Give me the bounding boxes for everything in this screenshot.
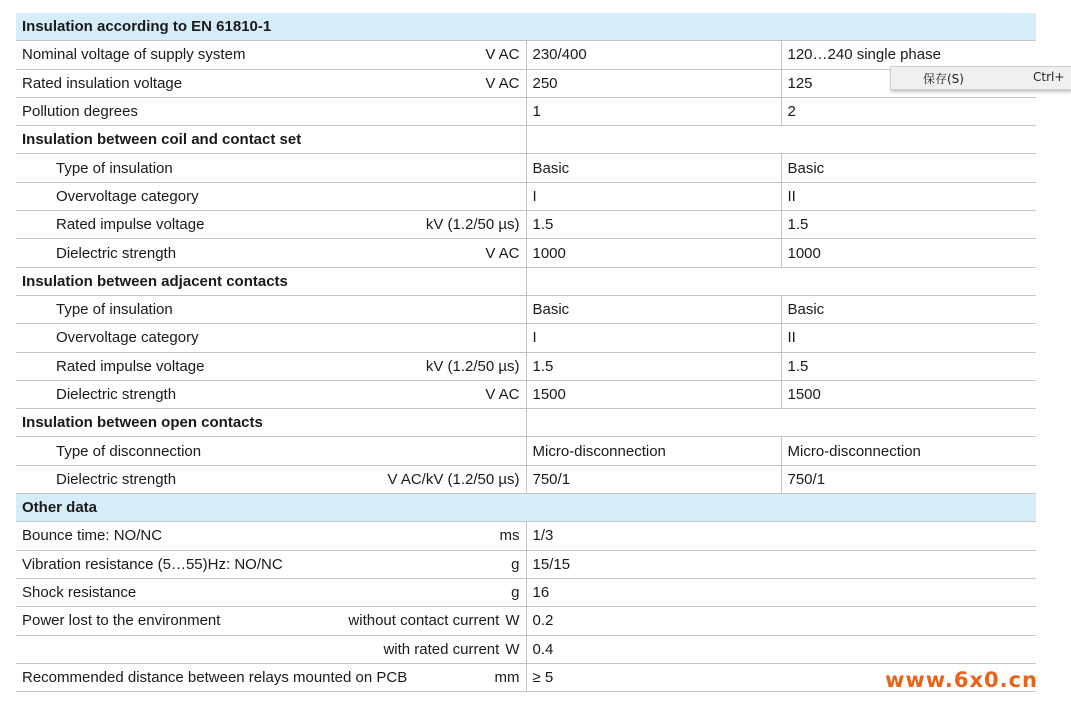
row-label-cell bbox=[16, 97, 526, 125]
value-cell-col1: 0.2 bbox=[526, 607, 1036, 635]
row-label: Rated impulse voltage bbox=[56, 216, 205, 234]
row-unit-group bbox=[500, 522, 520, 549]
row-sublabel: with rated current bbox=[383, 640, 500, 658]
row-label-cell bbox=[16, 550, 526, 578]
row-unit-group bbox=[495, 664, 520, 691]
row-unit-group bbox=[348, 607, 519, 634]
spec-row bbox=[16, 69, 1036, 97]
row-unit: kV (1.2/50 µs) bbox=[425, 357, 520, 375]
subsection-row bbox=[16, 126, 1036, 154]
context-menu[interactable] bbox=[890, 66, 1071, 90]
row-unit-group bbox=[383, 636, 519, 663]
row-unit: V AC bbox=[485, 46, 520, 64]
spec-row bbox=[16, 295, 1036, 323]
spec-row bbox=[16, 607, 1036, 635]
row-unit-group bbox=[511, 551, 519, 578]
value-cell-col1: 1 bbox=[526, 97, 781, 125]
row-label: Type of insulation bbox=[56, 301, 173, 319]
row-label: Overvoltage category bbox=[56, 329, 199, 347]
spec-row bbox=[16, 97, 1036, 125]
section-heading: Insulation according to EN 61810-1 bbox=[16, 13, 1036, 41]
row-label: Pollution degrees bbox=[22, 103, 138, 121]
row-label: Type of insulation bbox=[56, 159, 173, 177]
spec-row bbox=[16, 324, 1036, 352]
row-label: Rated impulse voltage bbox=[56, 357, 205, 375]
empty-cell bbox=[526, 409, 1036, 437]
empty-cell bbox=[526, 267, 1036, 295]
subsection-row bbox=[16, 409, 1036, 437]
row-label: Overvoltage category bbox=[56, 187, 199, 205]
row-label: Type of disconnection bbox=[56, 442, 202, 460]
value-cell-col2: 1500 bbox=[781, 380, 1036, 408]
subsection-heading: Insulation between open contacts bbox=[16, 409, 526, 437]
spec-row bbox=[16, 522, 1036, 550]
value-cell-col1: 1000 bbox=[526, 239, 781, 267]
row-label: Dielectric strength bbox=[56, 470, 177, 488]
value-cell-col1: 1.5 bbox=[526, 211, 781, 239]
value-cell-col1: ≥ 5 bbox=[526, 663, 1036, 691]
value-cell-col1: 0.4 bbox=[526, 635, 1036, 663]
row-label-cell bbox=[16, 522, 526, 550]
row-label-cell bbox=[16, 578, 526, 606]
spec-row bbox=[16, 635, 1036, 663]
spec-row bbox=[16, 182, 1036, 210]
value-cell-col2: 1.5 bbox=[781, 211, 1036, 239]
row-label-cell bbox=[16, 295, 526, 323]
row-label: Vibration resistance (5…55)Hz: NO/NC bbox=[22, 555, 283, 573]
spec-row bbox=[16, 41, 1036, 69]
value-cell-col1: 1.5 bbox=[526, 352, 781, 380]
empty-cell bbox=[526, 126, 1036, 154]
row-unit: V AC bbox=[485, 386, 520, 403]
row-unit-group bbox=[485, 381, 519, 408]
row-unit: W bbox=[505, 612, 520, 630]
row-label: Power lost to the environment bbox=[22, 612, 221, 630]
row-unit: kV (1.2/50 µs) bbox=[425, 216, 520, 234]
row-sublabel: without contact current bbox=[348, 612, 500, 630]
row-label: Dielectric strength bbox=[56, 244, 177, 262]
spec-row bbox=[16, 437, 1036, 465]
value-cell-col2: 2 bbox=[781, 97, 1036, 125]
subsection-heading: Insulation between coil and contact set bbox=[16, 126, 526, 154]
spec-row bbox=[16, 352, 1036, 380]
value-cell-col1: I bbox=[526, 324, 781, 352]
row-unit-group bbox=[485, 41, 519, 68]
row-unit: ms bbox=[499, 527, 520, 545]
row-unit: W bbox=[505, 640, 520, 658]
spec-row bbox=[16, 154, 1036, 182]
value-cell-col1: Basic bbox=[526, 154, 781, 182]
row-unit-group bbox=[511, 579, 519, 606]
row-unit: V AC bbox=[485, 244, 520, 262]
row-label-cell bbox=[16, 380, 526, 408]
row-label: Shock resistance bbox=[22, 584, 137, 602]
row-label: Nominal voltage of supply system bbox=[22, 46, 246, 64]
spec-row bbox=[16, 550, 1036, 578]
value-cell-col2: 1000 bbox=[781, 239, 1036, 267]
value-cell-col1: 1/3 bbox=[526, 522, 1036, 550]
row-unit: g bbox=[511, 584, 520, 602]
value-cell-col2: 750/1 bbox=[781, 465, 1036, 493]
row-label-cell bbox=[16, 154, 526, 182]
value-cell-col2: 125 bbox=[781, 69, 1036, 97]
row-label: Dielectric strength bbox=[56, 386, 177, 403]
value-cell-col2: Basic bbox=[781, 154, 1036, 182]
value-cell-col1: Micro-disconnection bbox=[526, 437, 781, 465]
spec-row bbox=[16, 211, 1036, 239]
row-unit-group bbox=[485, 70, 519, 97]
value-cell-col2: II bbox=[781, 324, 1036, 352]
row-label: Bounce time: NO/NC bbox=[22, 527, 163, 545]
value-cell-col1: Basic bbox=[526, 295, 781, 323]
spec-table bbox=[16, 13, 1036, 692]
row-label-cell bbox=[16, 41, 526, 69]
value-cell-col1: I bbox=[526, 182, 781, 210]
section-band-row bbox=[16, 494, 1036, 522]
subsection-row bbox=[16, 267, 1036, 295]
row-unit-group bbox=[426, 353, 520, 380]
row-label-cell bbox=[16, 465, 526, 493]
value-cell-col2: Micro-disconnection bbox=[781, 437, 1036, 465]
watermark: www.6x0.cn bbox=[885, 668, 1038, 692]
value-cell-col2: Basic bbox=[781, 295, 1036, 323]
spec-row bbox=[16, 578, 1036, 606]
row-unit: g bbox=[511, 555, 520, 573]
value-cell-col2: 120…240 single phase bbox=[781, 41, 1036, 69]
row-label-cell bbox=[16, 324, 526, 352]
row-label-cell bbox=[16, 211, 526, 239]
spec-row bbox=[16, 380, 1036, 408]
row-label-cell bbox=[16, 663, 526, 691]
spec-row bbox=[16, 239, 1036, 267]
row-label-cell bbox=[16, 437, 526, 465]
row-label: Recommended distance between relays mounted on PCB bbox=[22, 668, 408, 686]
spec-table-body bbox=[16, 13, 1036, 692]
value-cell-col1: 230/400 bbox=[526, 41, 781, 69]
row-label-cell bbox=[16, 635, 526, 663]
subsection-heading: Insulation between adjacent contacts bbox=[16, 267, 526, 295]
row-label-cell bbox=[16, 69, 526, 97]
row-unit-group bbox=[485, 240, 519, 267]
row-unit: mm bbox=[494, 668, 520, 686]
context-menu-save-shortcut: Ctrl+ bbox=[1033, 70, 1065, 84]
row-label-cell bbox=[16, 607, 526, 635]
value-cell-col1: 250 bbox=[526, 69, 781, 97]
row-label-cell bbox=[16, 182, 526, 210]
section-band-row bbox=[16, 13, 1036, 41]
row-unit-group bbox=[426, 211, 520, 238]
row-unit: V AC/kV (1.2/50 µs) bbox=[387, 470, 520, 488]
row-label-cell bbox=[16, 352, 526, 380]
value-cell-col1: 16 bbox=[526, 578, 1036, 606]
row-label: Rated insulation voltage bbox=[22, 74, 183, 92]
context-menu-save-item[interactable]: 保存(S) bbox=[923, 72, 964, 86]
section-heading: Other data bbox=[16, 494, 1036, 522]
spec-row bbox=[16, 465, 1036, 493]
value-cell-col1: 750/1 bbox=[526, 465, 781, 493]
value-cell-col1: 1500 bbox=[526, 380, 781, 408]
value-cell-col2: II bbox=[781, 182, 1036, 210]
row-label-cell bbox=[16, 239, 526, 267]
spec-row bbox=[16, 663, 1036, 691]
row-unit-group bbox=[387, 466, 519, 493]
row-unit: V AC bbox=[485, 74, 520, 92]
value-cell-col2: 1.5 bbox=[781, 352, 1036, 380]
value-cell-col1: 15/15 bbox=[526, 550, 1036, 578]
